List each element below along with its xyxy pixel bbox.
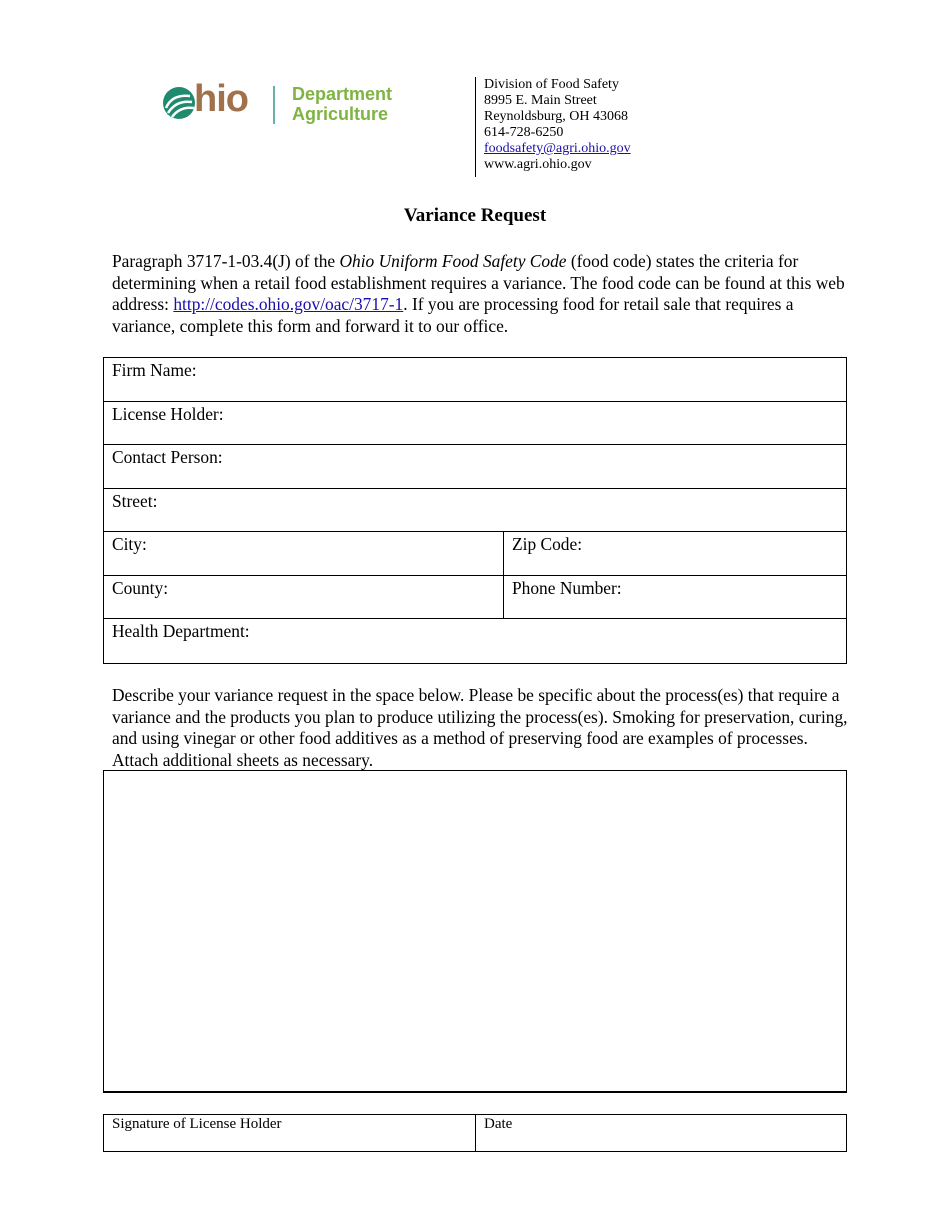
contact-person-row (104, 445, 846, 489)
health-department-field[interactable]: Health Department: (112, 621, 250, 641)
city-state-zip: Reynoldsburg, OH 43068 (484, 109, 629, 124)
website: www.agri.ohio.gov (484, 157, 592, 172)
dept-name: Department Agriculture (292, 84, 393, 124)
date-field[interactable]: Date (484, 1116, 513, 1132)
signature-field[interactable]: Signature of License Holder (104, 1115, 476, 1151)
email-link[interactable]: foodsafety@agri.ohio.gov (484, 141, 631, 156)
signature-table (103, 1114, 847, 1152)
license-holder-field[interactable]: License Holder: (112, 403, 224, 424)
division-name: Division of Food Safety (484, 77, 619, 92)
firm-name-field[interactable]: Firm Name: (112, 360, 197, 380)
ohio-leaf-icon (162, 86, 196, 120)
county-phone-row (104, 576, 846, 620)
contact-person-field[interactable]: Contact Person: (112, 447, 223, 467)
variance-description-box[interactable] (103, 770, 847, 1093)
firm-info-table (103, 357, 847, 664)
food-code-link[interactable]: http://codes.ohio.gov/oac/3717-1 (173, 294, 404, 314)
intro-paragraph: Paragraph 3717-1-03.4(J) of the Ohio Uniform Food Safety Code (food code) states the criteria for determining when a retail food establishment requires a variance. The food code can be found at this web address: http://codes.ohio.gov/oac/3717-1. If you are processing food for retail sale that requires a variance, complete this form and forward it to our office. (112, 251, 845, 336)
firm-name-row (104, 358, 846, 402)
logo-divider (273, 86, 275, 124)
zip-code-field[interactable]: Zip Code: (512, 534, 583, 554)
city-field[interactable]: City: (104, 532, 504, 575)
ohio-wordmark: hio (194, 78, 248, 120)
county-field[interactable]: County: (104, 576, 504, 619)
ohio-agriculture-logo (162, 80, 412, 130)
contact-block (475, 77, 631, 177)
city-zip-row (104, 532, 846, 576)
food-code-name: Ohio Uniform Food Safety Code (339, 251, 567, 271)
description-instructions: Describe your variance request in the space below. Please be specific about the process(es) that require a variance and the products you plan to produce utilizing the process(es). Smoking for preservation, curing, and using vinegar or other food additives as a method of preserving food are examples of processes. Attach additional sheets as necessary. (112, 685, 848, 770)
street-field[interactable]: Street: (112, 490, 158, 511)
page-title: Variance Request (403, 205, 547, 226)
health-department-row (104, 619, 846, 663)
street-address: 8995 E. Main Street (484, 93, 597, 108)
phone-number: 614-728-6250 (484, 125, 564, 140)
license-holder-row (104, 402, 846, 446)
phone-number-field[interactable]: Phone Number: (512, 577, 622, 598)
street-row (104, 489, 846, 533)
